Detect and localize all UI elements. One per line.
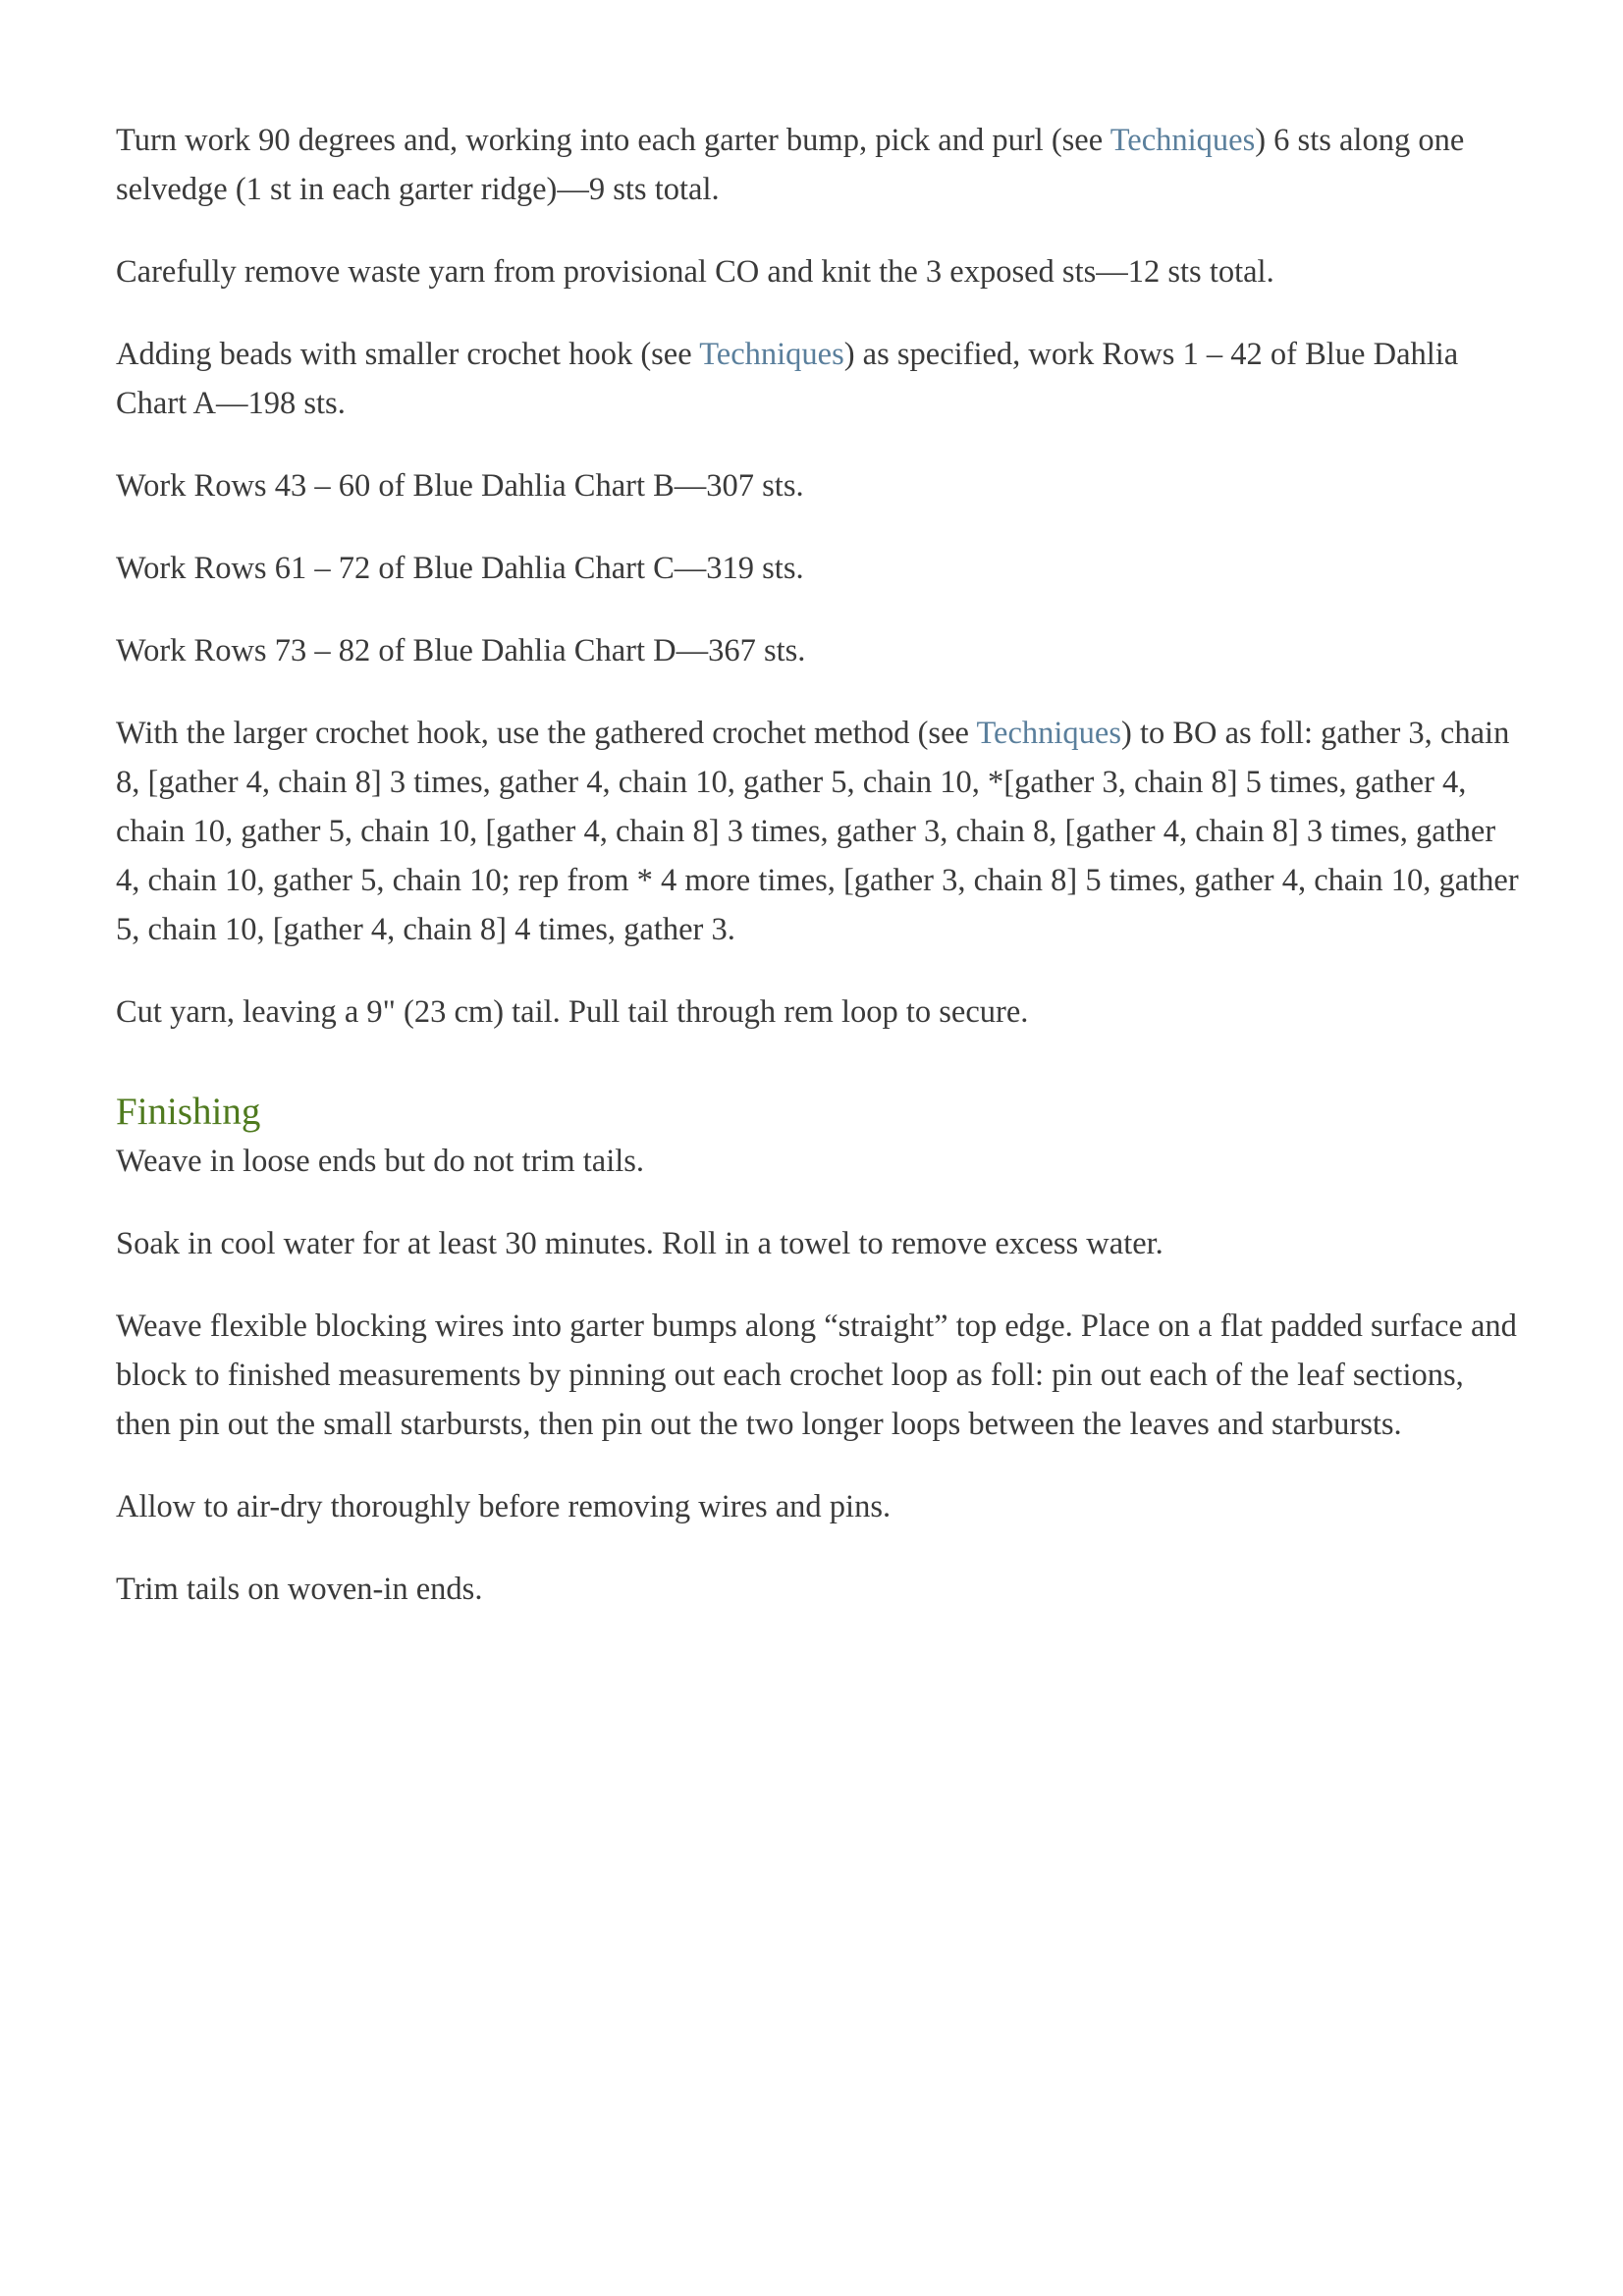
- paragraph-text: ) to BO as foll: gather 3, chain 8, [gather 4, chain 8] 3 times, gather 4, chain 10, gather 5, chain 10, *[gather 3, chain 8] 5 times, gather 4, chain 10, gather 5, chain 10, [gather 4, chain 8] 3 times, gather 3, chain 8, [gather 4, chain 8] 3 times, gather 4, chain 10, gather 5, chain 10; rep from * 4 more times, [gather 3, chain 8] 5 times, gather 4, chain 10, gather 5, chain 10, [gather 4, chain 8] 4 times, gather 3.: [116, 716, 1519, 947]
- paragraph-text: ) as specified, work Rows 1 – 42 of Blue Dahlia Chart A—198 sts.: [116, 337, 1459, 421]
- paragraph-soak: Soak in cool water for at least 30 minutes. Roll in a towel to remove excess water.: [116, 1226, 1163, 1261]
- techniques-link[interactable]: Techniques: [1109, 123, 1256, 158]
- paragraph-air-dry: Allow to air-dry thoroughly before removing wires and pins.: [116, 1489, 892, 1524]
- paragraph-text: ) 6 sts along one selvedge (1 st in each garter ridge)—9 sts total.: [116, 123, 1465, 207]
- techniques-link[interactable]: Techniques: [699, 337, 844, 372]
- document-page: [116, 116, 1520, 1647]
- paragraph-blocking: Weave flexible blocking wires into garter bumps along “straight” top edge. Place on a flat padded surface and block to finished measurements by pinning out each crochet loop as foll: pin out each of the leaf sections, then pin out the small starbursts, then pin out the two longer loops between the leaves and starbursts.: [116, 1308, 1517, 1442]
- paragraph-chart-a: [116, 330, 1520, 428]
- paragraph-chart-d: Work Rows 73 – 82 of Blue Dahlia Chart D—367 sts.: [116, 633, 806, 668]
- techniques-link[interactable]: Techniques: [976, 716, 1121, 751]
- paragraph-cut-yarn: Cut yarn, leaving a 9" (23 cm) tail. Pull tail through rem loop to secure.: [116, 994, 1029, 1030]
- paragraph-pick-and-purl: [116, 116, 1520, 214]
- paragraph-chart-b: Work Rows 43 – 60 of Blue Dahlia Chart B—307 sts.: [116, 468, 804, 504]
- paragraph-remove-waste-yarn: Carefully remove waste yarn from provisional CO and knit the 3 exposed sts—12 sts total.: [116, 254, 1274, 290]
- paragraph-weave-ends: Weave in loose ends but do not trim tails.: [116, 1144, 645, 1179]
- paragraph-bind-off: [116, 709, 1520, 954]
- paragraph-text: Adding beads with smaller crochet hook (see: [116, 337, 700, 372]
- paragraph-trim-tails: Trim tails on woven-in ends.: [116, 1572, 483, 1607]
- paragraph-text: With the larger crochet hook, use the gathered crochet method (see: [116, 716, 977, 751]
- paragraph-text: Turn work 90 degrees and, working into each garter bump, pick and purl (see: [116, 123, 1110, 158]
- paragraph-chart-c: Work Rows 61 – 72 of Blue Dahlia Chart C—319 sts.: [116, 551, 804, 586]
- finishing-heading: Finishing: [116, 1091, 261, 1133]
